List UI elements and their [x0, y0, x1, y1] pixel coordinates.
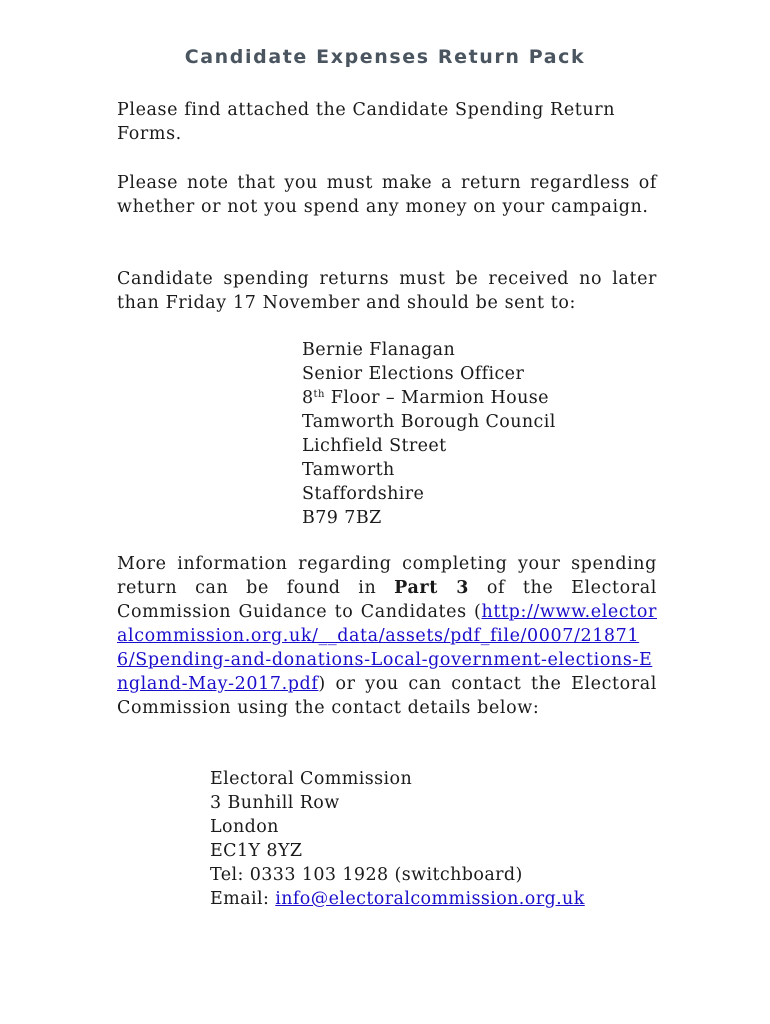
council-county: Staffordshire	[302, 484, 425, 504]
more-info-paragraph	[117, 552, 657, 720]
guidance-text: of the Electoral Commission Guidance to Candidates (	[117, 578, 657, 622]
contact-text: ) or you can contact the Electoral Commission using the contact details below:	[117, 674, 657, 718]
commission-street: 3 Bunhill Row	[210, 793, 340, 813]
commission-telephone: Tel: 0333 103 1928 (switchboard)	[210, 865, 523, 885]
floor-number: 8	[302, 388, 314, 408]
council-floor	[302, 386, 556, 410]
guidance-link[interactable]: http://www.electoralcommission.org.uk/__data/assets/pdf_file/0007/218716/Spending-and-donations-Local-government-elections-England-May-2017.pdf	[117, 602, 657, 694]
council-contact-role: Senior Elections Officer	[302, 364, 525, 384]
document-title: Candidate Expenses Return Pack	[184, 46, 586, 68]
email-link[interactable]: info@electoralcommission.org.uk	[275, 889, 585, 909]
council-organisation: Tamworth Borough Council	[302, 412, 556, 432]
part-reference: Part 3	[394, 578, 470, 598]
commission-city: London	[210, 817, 279, 837]
more-info-text: More information regarding completing your spending return can be found in	[117, 554, 657, 598]
email-label: Email:	[210, 889, 276, 909]
council-postcode: B79 7BZ	[302, 508, 382, 528]
deadline-paragraph: Candidate spending returns must be received no later than Friday 17 November and should be sent to:	[117, 269, 657, 313]
council-address-block	[302, 338, 556, 530]
intro-paragraph: Please find attached the Candidate Spending Return Forms.	[117, 100, 616, 144]
floor-building: Floor – Marmion House	[324, 388, 549, 408]
floor-ordinal: th	[313, 389, 325, 400]
return-requirement-paragraph: Please note that you must make a return regardless of whether or not you spend any money on your campaign.	[117, 173, 657, 217]
commission-address-block	[210, 767, 585, 911]
council-contact-name: Bernie Flanagan	[302, 340, 456, 360]
commission-name: Electoral Commission	[210, 769, 413, 789]
commission-email-line	[210, 887, 585, 911]
commission-postcode: EC1Y 8YZ	[210, 841, 303, 861]
council-town: Tamworth	[302, 460, 395, 480]
council-street: Lichfield Street	[302, 436, 447, 456]
